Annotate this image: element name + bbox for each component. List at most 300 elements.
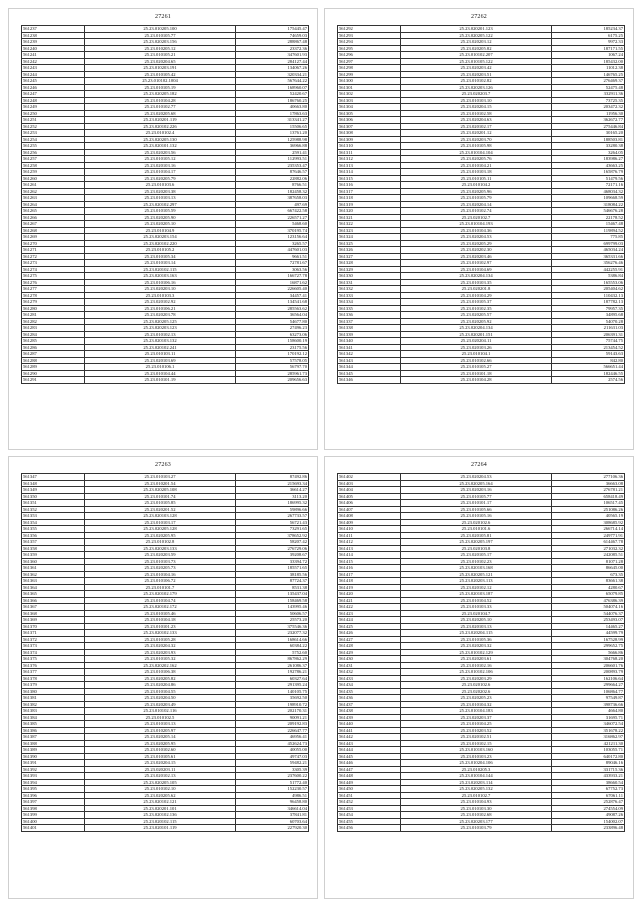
amount-cell: 44599.79 bbox=[552, 630, 625, 637]
account-code-cell: 25.23.010104.18 bbox=[85, 617, 236, 624]
record-id-cell: 561351 bbox=[22, 500, 85, 507]
amount-cell: 60327.64 bbox=[236, 675, 309, 682]
record-id-cell: 561420 bbox=[338, 591, 401, 598]
record-id-cell: 561294 bbox=[338, 39, 401, 46]
amount-cell: 38185.56 bbox=[236, 571, 309, 578]
account-code-cell: 25.23.020203.32 bbox=[401, 643, 552, 650]
record-id-cell: 561362 bbox=[22, 571, 85, 578]
record-id-cell: 561368 bbox=[22, 610, 85, 617]
amount-cell: 56797.70 bbox=[236, 364, 309, 371]
account-code-cell: 25.23.020203.51 bbox=[401, 71, 552, 78]
amount-cell: 351678.22 bbox=[552, 727, 625, 734]
amount-cell: 27496.23 bbox=[236, 325, 309, 332]
record-id-cell: 561323 bbox=[338, 227, 401, 234]
amount-cell: 103055.71 bbox=[552, 747, 625, 754]
record-id-cell: 561413 bbox=[338, 545, 401, 552]
record-id-cell: 561387 bbox=[22, 734, 85, 741]
account-code-cell: 25.23.020205.82 bbox=[85, 675, 236, 682]
amount-cell: 362672.77 bbox=[552, 117, 625, 124]
record-id-cell: 561310 bbox=[338, 143, 401, 150]
account-code-cell: 25.23.010104.52 bbox=[401, 597, 552, 604]
account-code-cell: 25.23.020203.61 bbox=[401, 656, 552, 663]
record-id-cell: 561267 bbox=[22, 221, 85, 228]
record-id-cell: 561440 bbox=[338, 721, 401, 728]
record-id-cell: 561379 bbox=[22, 682, 85, 689]
account-code-cell: 25.23.020103.168 bbox=[401, 565, 552, 572]
amount-cell: 2591.41 bbox=[236, 149, 309, 156]
amount-cell: 167528.99 bbox=[552, 636, 625, 643]
account-code-cell: 25.23.010101.18 bbox=[401, 370, 552, 377]
amount-cell: 58207.42 bbox=[236, 539, 309, 546]
account-code-cell: 25.23.010204.106 bbox=[401, 760, 552, 767]
records-table bbox=[337, 25, 625, 384]
amount-cell: 39208.67 bbox=[236, 552, 309, 559]
amount-cell: 40055.00 bbox=[236, 747, 309, 754]
account-code-cell: 25.23.010102.13 bbox=[85, 331, 236, 338]
account-code-cell: 25.23.010101.23 bbox=[85, 623, 236, 630]
amount-cell: 378652.92 bbox=[236, 532, 309, 539]
record-id-cell: 561336 bbox=[338, 312, 401, 319]
account-code-cell: 25.23.020203.154 bbox=[85, 234, 236, 241]
amount-cell: 166727.78 bbox=[236, 273, 309, 280]
amount-cell: 504074.16 bbox=[552, 604, 625, 611]
account-code-cell: 25.23.020205.73 bbox=[85, 565, 236, 572]
record-id-cell: 561410 bbox=[338, 526, 401, 533]
record-id-cell: 561346 bbox=[338, 377, 401, 384]
record-id-cell: 561434 bbox=[338, 682, 401, 689]
record-id-cell: 561364 bbox=[22, 584, 85, 591]
amount-cell: 9972.33 bbox=[552, 39, 625, 46]
account-code-cell: 25.23.020204.115 bbox=[401, 630, 552, 637]
record-id-cell: 561338 bbox=[338, 325, 401, 332]
account-code-cell: 25.23.010105.77 bbox=[85, 32, 236, 39]
record-id-cell: 561303 bbox=[338, 97, 401, 104]
account-code-cell: 25.23.020203.113 bbox=[401, 578, 552, 585]
amount-cell: 313341.27 bbox=[236, 117, 309, 124]
record-id-cell: 561278 bbox=[22, 292, 85, 299]
amount-cell: 253493.07 bbox=[552, 617, 625, 624]
amount-cell: 60384.22 bbox=[236, 643, 309, 650]
record-id-cell: 561280 bbox=[22, 305, 85, 312]
account-code-cell: 25.23.010104.74 bbox=[85, 597, 236, 604]
amount-cell: 14465.27 bbox=[552, 623, 625, 630]
record-id-cell: 561450 bbox=[338, 786, 401, 793]
amount-cell: 31695.71 bbox=[552, 714, 625, 721]
record-id-cell: 561261 bbox=[22, 182, 85, 189]
amount-cell: 356276.46 bbox=[552, 260, 625, 267]
record-id-cell: 561263 bbox=[22, 195, 85, 202]
account-code-cell: 25.23.010203.191 bbox=[85, 65, 236, 72]
account-code-cell: 25.23.010201.54 bbox=[85, 480, 236, 487]
amount-cell: 54070.28 bbox=[552, 318, 625, 325]
amount-cell: 206391.31 bbox=[552, 331, 625, 338]
account-code-cell: 25.23.020102.115 bbox=[85, 266, 236, 273]
account-code-cell: 25.23.010102.116 bbox=[85, 708, 236, 715]
amount-cell: 87724.37 bbox=[236, 578, 309, 585]
record-id-cell: 561255 bbox=[22, 143, 85, 150]
amount-cell: 186760.25 bbox=[236, 97, 309, 104]
record-id-cell: 561430 bbox=[338, 656, 401, 663]
record-id-cell: 561238 bbox=[22, 32, 85, 39]
account-code-cell: 25.23.020205.128 bbox=[85, 526, 236, 533]
record-id-cell: 561282 bbox=[22, 318, 85, 325]
account-code-cell: 25.23.010105.12 bbox=[85, 156, 236, 163]
amount-cell: 2574.56 bbox=[552, 377, 625, 384]
record-id-cell: 561276 bbox=[22, 279, 85, 286]
amount-cell: 50606.57 bbox=[236, 610, 309, 617]
record-id-cell: 561264 bbox=[22, 201, 85, 208]
record-id-cell: 561250 bbox=[22, 110, 85, 117]
account-code-cell: 25.23.020204.50 bbox=[85, 695, 236, 702]
amount-cell: 22178.52 bbox=[552, 214, 625, 221]
account-code-cell: 25.23.010103.35 bbox=[401, 279, 552, 286]
account-code-cell: 25.23.020203.59 bbox=[85, 552, 236, 559]
amount-cell: 16871.62 bbox=[236, 279, 309, 286]
account-code-cell: 25.23.010105.61 bbox=[85, 753, 236, 760]
account-code-cell: 25.23.010104.32 bbox=[401, 701, 552, 708]
account-code-cell: 25.23.010105.34 bbox=[85, 253, 236, 260]
record-id-cell: 561376 bbox=[22, 662, 85, 669]
account-code-cell: 25.23.020205.14 bbox=[85, 734, 236, 741]
record-id-cell: 561431 bbox=[338, 662, 401, 669]
account-code-cell: 25.23.020204.14 bbox=[401, 201, 552, 208]
record-id-cell: 561279 bbox=[22, 299, 85, 306]
amount-cell: 200893.79 bbox=[552, 669, 625, 676]
record-id-cell: 561438 bbox=[338, 708, 401, 715]
account-code-cell: 25.23.020203.10 bbox=[85, 286, 236, 293]
account-code-cell: 25.23.010103.18 bbox=[401, 169, 552, 176]
record-id-cell: 561370 bbox=[22, 623, 85, 630]
account-code-cell: 25.23.010103.14 bbox=[85, 260, 236, 267]
page-title: 27264 bbox=[471, 462, 487, 468]
record-id-cell: 561365 bbox=[22, 591, 85, 598]
account-code-cell: 25.23.020102.92 bbox=[85, 299, 236, 306]
amount-cell: 22882.06 bbox=[236, 175, 309, 182]
account-code-cell: 25.23.020205.29 bbox=[401, 240, 552, 247]
amount-cell: 5666.86 bbox=[552, 649, 625, 656]
amount-cell: 140105.75 bbox=[236, 688, 309, 695]
record-id-cell: 561252 bbox=[22, 123, 85, 130]
amount-cell: 36966.88 bbox=[236, 143, 309, 150]
record-id-cell: 561306 bbox=[338, 117, 401, 124]
amount-cell: 67752.73 bbox=[552, 786, 625, 793]
amount-cell: 185432.00 bbox=[552, 58, 625, 65]
account-code-cell: 25.23.020102.179 bbox=[85, 591, 236, 598]
account-code-cell: 25.23.010103.3 bbox=[85, 292, 236, 299]
account-code-cell: 25.23.010104.29 bbox=[401, 292, 552, 299]
record-id-cell: 561393 bbox=[22, 773, 85, 780]
amount-cell: 370195.74 bbox=[236, 227, 309, 234]
record-id-cell: 561358 bbox=[22, 545, 85, 552]
account-code-cell: 25.23.020103.128 bbox=[85, 513, 236, 520]
account-code-cell: 25.23.010105.37 bbox=[401, 299, 552, 306]
account-code-cell: 25.23.020205.125 bbox=[85, 318, 236, 325]
account-code-cell: 25.23.020203.16 bbox=[401, 487, 552, 494]
record-id-cell: 561424 bbox=[338, 617, 401, 624]
record-id-cell: 561380 bbox=[22, 688, 85, 695]
record-id-cell: 561268 bbox=[22, 227, 85, 234]
record-id-cell: 561269 bbox=[22, 234, 85, 241]
record-id-cell: 561297 bbox=[338, 58, 401, 65]
record-id-cell: 561243 bbox=[22, 65, 85, 72]
account-code-cell: 25.23.010203.52 bbox=[401, 727, 552, 734]
record-id-cell: 561354 bbox=[22, 519, 85, 526]
amount-cell: 209192.83 bbox=[236, 721, 309, 728]
record-id-cell: 561345 bbox=[338, 370, 401, 377]
account-code-cell: 25.23.020101.119 bbox=[85, 825, 236, 832]
amount-cell: 83661.38 bbox=[552, 578, 625, 585]
record-id-cell: 561241 bbox=[22, 52, 85, 59]
amount-cell: 49747.03 bbox=[236, 753, 309, 760]
record-id-cell: 561350 bbox=[22, 493, 85, 500]
amount-cell: 79957.35 bbox=[552, 305, 625, 312]
account-code-cell: 25.23.020102.51 bbox=[401, 734, 552, 741]
record-id-cell: 561273 bbox=[22, 260, 85, 267]
record-id-cell: 561455 bbox=[338, 818, 401, 825]
record-id-cell: 561411 bbox=[338, 532, 401, 539]
amount-cell: 5752.60 bbox=[236, 649, 309, 656]
amount-cell: 52475.48 bbox=[552, 84, 625, 91]
account-code-cell: 25.23.010205.100 bbox=[85, 26, 236, 33]
document-page-27261 bbox=[8, 8, 318, 450]
records-table bbox=[21, 473, 309, 832]
account-code-cell: 25.23.020203.78 bbox=[85, 312, 236, 319]
record-id-cell: 561449 bbox=[338, 779, 401, 786]
account-code-cell: 25.23.020105.17 bbox=[401, 552, 552, 559]
amount-cell: 65079.85 bbox=[552, 591, 625, 598]
record-id-cell: 561447 bbox=[338, 766, 401, 773]
record-id-cell: 561398 bbox=[22, 805, 85, 812]
account-code-cell: 25.23.010102.97 bbox=[401, 260, 552, 267]
account-code-cell: 25.23.020205.96 bbox=[401, 188, 552, 195]
amount-cell: 33394.72 bbox=[236, 558, 309, 565]
amount-cell: 544076.37 bbox=[552, 610, 625, 617]
record-id-cell: 561408 bbox=[338, 513, 401, 520]
amount-cell: 468034.32 bbox=[552, 188, 625, 195]
account-code-cell: 25.23.020102.13 bbox=[85, 773, 236, 780]
account-code-cell: 25.23.010104.28 bbox=[85, 97, 236, 104]
account-code-cell: 25.23.020203.114 bbox=[401, 779, 552, 786]
amount-cell: 11956.30 bbox=[552, 110, 625, 117]
record-id-cell: 561321 bbox=[338, 214, 401, 221]
record-id-cell: 561395 bbox=[22, 786, 85, 793]
account-code-cell: 25.23.010102.207 bbox=[401, 52, 552, 59]
account-code-cell: 25.23.020105.81 bbox=[401, 532, 552, 539]
record-id-cell: 561392 bbox=[22, 766, 85, 773]
record-id-cell: 561244 bbox=[22, 71, 85, 78]
record-id-cell: 561373 bbox=[22, 643, 85, 650]
account-code-cell: 25.23.020102.226 bbox=[85, 123, 236, 130]
account-code-cell: 25.23.020203.93 bbox=[85, 649, 236, 656]
amount-cell: 433933.21 bbox=[552, 773, 625, 780]
record-id-cell: 561367 bbox=[22, 604, 85, 611]
record-id-cell: 561355 bbox=[22, 526, 85, 533]
record-id-cell: 561448 bbox=[338, 773, 401, 780]
amount-cell: 203472.32 bbox=[552, 104, 625, 111]
account-code-cell: 25.23.010105.59 bbox=[85, 208, 236, 215]
amount-cell: 59143.63 bbox=[552, 351, 625, 358]
amount-cell: 566651.44 bbox=[552, 364, 625, 371]
account-code-cell: 25.23.020201.12 bbox=[401, 130, 552, 137]
account-code-cell: 25.23.020205.23 bbox=[401, 695, 552, 702]
record-id-cell: 561396 bbox=[22, 792, 85, 799]
amount-cell: 59482.21 bbox=[236, 760, 309, 767]
amount-cell: 40565.19 bbox=[552, 513, 625, 520]
record-id-cell: 561401 bbox=[22, 825, 85, 832]
record-id-cell: 561378 bbox=[22, 675, 85, 682]
record-id-cell: 561284 bbox=[22, 331, 85, 338]
record-id-cell: 561402 bbox=[338, 474, 401, 481]
amount-cell: 299652.75 bbox=[552, 643, 625, 650]
amount-cell: 175445.47 bbox=[236, 26, 309, 33]
amount-cell: 119894.52 bbox=[552, 227, 625, 234]
amount-cell: 125988.98 bbox=[236, 136, 309, 143]
account-code-cell: 25.23.010102.15 bbox=[401, 740, 552, 747]
account-code-cell: 25.23.020205.130 bbox=[85, 136, 236, 143]
amount-cell: 276469.37 bbox=[552, 78, 625, 85]
amount-cell: 36614.27 bbox=[236, 487, 309, 494]
record-id-cell: 561242 bbox=[22, 58, 85, 65]
account-code-cell: 25.23.010105.46 bbox=[85, 610, 236, 617]
account-code-cell: 25.23.020203.133 bbox=[85, 545, 236, 552]
amount-cell: 4664.80 bbox=[552, 708, 625, 715]
record-id-cell: 561302 bbox=[338, 91, 401, 98]
account-code-cell: 25.23.010102.106 bbox=[401, 669, 552, 676]
account-code-cell: 25.23.010105.16 bbox=[401, 513, 552, 520]
account-code-cell: 25.23.010104.55 bbox=[85, 688, 236, 695]
record-id-cell: 561245 bbox=[22, 78, 85, 85]
account-code-cell: 25.23.020103.163 bbox=[85, 273, 236, 280]
record-id-cell: 561341 bbox=[338, 344, 401, 351]
record-id-cell: 561340 bbox=[338, 338, 401, 345]
record-id-cell: 561309 bbox=[338, 136, 401, 143]
record-id-cell: 561315 bbox=[338, 175, 401, 182]
account-code-cell: 25.23.020103.16 bbox=[85, 162, 236, 169]
amount-cell: 8531.38 bbox=[236, 584, 309, 591]
amount-cell: 168960.07 bbox=[236, 84, 309, 91]
account-code-cell: 25.23.020102.6 bbox=[401, 519, 552, 526]
account-code-cell: 25.23.020102.297 bbox=[85, 201, 236, 208]
amount-cell: 304768.20 bbox=[552, 656, 625, 663]
record-id-cell: 561423 bbox=[338, 610, 401, 617]
amount-cell: 288867.48 bbox=[236, 39, 309, 46]
record-id-cell: 561406 bbox=[338, 500, 401, 507]
record-id-cell: 561335 bbox=[338, 305, 401, 312]
account-code-cell: 25.23.020202.30 bbox=[401, 247, 552, 254]
amount-cell: 209656.63 bbox=[236, 377, 309, 384]
record-id-cell: 561240 bbox=[22, 45, 85, 52]
account-code-cell: 25.23.020103.187 bbox=[401, 591, 552, 598]
account-code-cell: 25.23.010103.10 bbox=[401, 97, 552, 104]
account-code-cell: 25.23.020102.17 bbox=[401, 123, 552, 130]
amount-cell: 52420.67 bbox=[236, 91, 309, 98]
record-id-cell: 561427 bbox=[338, 636, 401, 643]
amount-cell: 365331.66 bbox=[552, 253, 625, 260]
amount-cell: 277106.36 bbox=[552, 474, 625, 481]
account-code-cell: 25.23.020102.172 bbox=[85, 604, 236, 611]
amount-cell: 188503.81 bbox=[552, 136, 625, 143]
account-code-cell: 25.23.010103.6 bbox=[85, 182, 236, 189]
account-code-cell: 25.23.020102.121 bbox=[85, 799, 236, 806]
account-code-cell: 25.23.020202.6 bbox=[401, 688, 552, 695]
account-code-cell: 25.23.010102.23 bbox=[401, 558, 552, 565]
amount-cell: 36663.08 bbox=[552, 480, 625, 487]
account-code-cell: 25.23.020204.32 bbox=[85, 643, 236, 650]
amount-cell: 51479.56 bbox=[552, 175, 625, 182]
record-id-cell: 561247 bbox=[22, 91, 85, 98]
record-id-cell: 561443 bbox=[338, 740, 401, 747]
record-id-cell: 561330 bbox=[338, 273, 401, 280]
record-id-cell: 561359 bbox=[22, 552, 85, 559]
account-code-cell: 25.23.010105.36 bbox=[401, 636, 552, 643]
amount-cell: 158469.58 bbox=[236, 597, 309, 604]
account-code-cell: 25.23.010104.44 bbox=[85, 370, 236, 377]
record-id-cell: 561399 bbox=[22, 812, 85, 819]
amount-cell: 242085.51 bbox=[552, 552, 625, 559]
table-row bbox=[338, 377, 625, 384]
amount-cell: 185234.37 bbox=[552, 26, 625, 33]
record-id-cell: 561332 bbox=[338, 286, 401, 293]
account-code-cell: 25.23.010106.16 bbox=[85, 279, 236, 286]
amount-cell: 73291.65 bbox=[236, 526, 309, 533]
amount-cell: 3264.05 bbox=[552, 149, 625, 156]
account-code-cell: 25.23.020205.10 bbox=[85, 221, 236, 228]
amount-cell: 106517.45 bbox=[552, 500, 625, 507]
account-code-cell: 25.23.020204.15 bbox=[401, 104, 552, 111]
record-id-cell: 561260 bbox=[22, 175, 85, 182]
record-id-cell: 561397 bbox=[22, 799, 85, 806]
record-id-cell: 561293 bbox=[338, 32, 401, 39]
amount-cell: 284127.44 bbox=[236, 58, 309, 65]
account-code-cell: 25.23.010103.73 bbox=[85, 558, 236, 565]
record-id-cell: 561444 bbox=[338, 747, 401, 754]
record-id-cell: 561386 bbox=[22, 727, 85, 734]
account-code-cell: 25.23.010105.11 bbox=[401, 175, 552, 182]
account-code-cell: 25.23.020205.79 bbox=[85, 175, 236, 182]
amount-cell: 9661.51 bbox=[236, 253, 309, 260]
amount-cell: 8766.51 bbox=[236, 182, 309, 189]
amount-cell: 51772.40 bbox=[236, 779, 309, 786]
amount-cell: 112993.51 bbox=[236, 156, 309, 163]
record-id-cell: 561421 bbox=[338, 597, 401, 604]
account-code-cell: 25.23.020102.115 bbox=[85, 818, 236, 825]
account-code-cell: 25.23.020203.123 bbox=[85, 325, 236, 332]
record-id-cell: 561360 bbox=[22, 558, 85, 565]
amount-cell: 81071.28 bbox=[552, 558, 625, 565]
record-id-cell: 561352 bbox=[22, 506, 85, 513]
amount-cell: 673.35 bbox=[552, 571, 625, 578]
record-id-cell: 561412 bbox=[338, 539, 401, 546]
amount-cell: 15506.65 bbox=[236, 123, 309, 130]
record-id-cell: 561390 bbox=[22, 753, 85, 760]
amount-cell: 226571.27 bbox=[236, 214, 309, 221]
account-code-cell: 25.23.010102.74 bbox=[401, 208, 552, 215]
document-page-27263 bbox=[8, 456, 318, 899]
amount-cell: 67061.11 bbox=[552, 792, 625, 799]
record-id-cell: 561312 bbox=[338, 156, 401, 163]
account-code-cell: 25.23.020203.12 bbox=[401, 39, 552, 46]
account-code-cell: 25.23.010101.17 bbox=[401, 500, 552, 507]
amount-cell: 251086.26 bbox=[552, 506, 625, 513]
account-code-cell: 25.23.020203.29 bbox=[401, 675, 552, 682]
account-code-cell: 25.23.010205.3 bbox=[401, 766, 552, 773]
record-id-cell: 561343 bbox=[338, 357, 401, 364]
account-code-cell: 25.23.010104.93 bbox=[401, 799, 552, 806]
record-id-cell: 561271 bbox=[22, 247, 85, 254]
amount-cell: 4986.51 bbox=[236, 792, 309, 799]
record-id-cell: 561394 bbox=[22, 779, 85, 786]
amount-cell: 266714.14 bbox=[552, 526, 625, 533]
